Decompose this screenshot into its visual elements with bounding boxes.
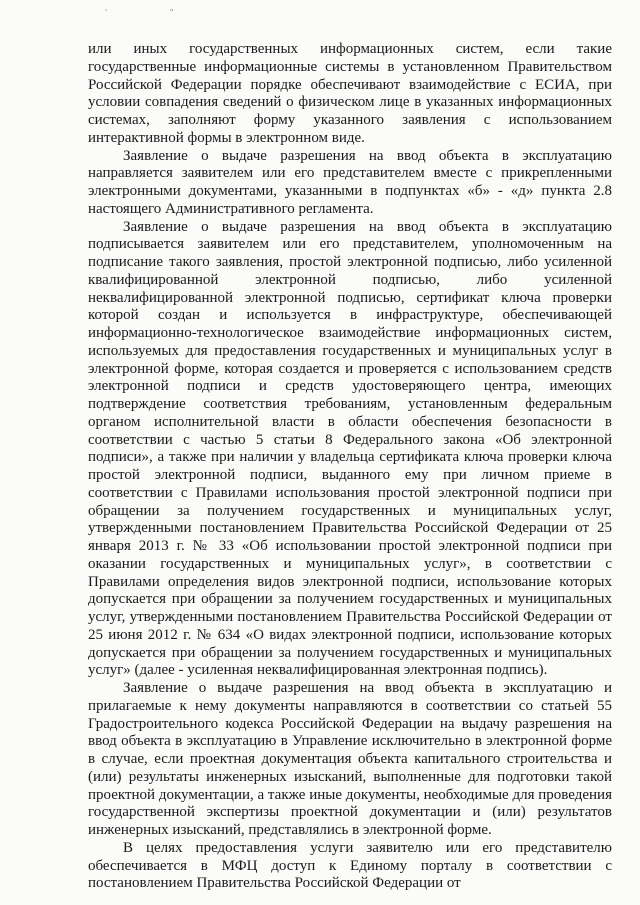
paragraph-electronic-form-only: Заявление о выдаче разрешения на ввод объекта в эксплуатацию и прилагаемые к нему документы направляются в соответствии со статьей 55 Градостроительного кодекса Российской Федерации на выдачу разрешения на ввод объекта в эксплуатацию в Управление исключительно в электронной форме в случае, если проектная документация объекта капитального строительства и (или) результаты инженерных изысканий, выполненные для подготовки такой проектной документации, а также иные документы, необходимые для проведения государственной экспертизы проектной документации и (или) результатов инженерных изысканий, представлялись в электронной форме. <box>88 680 612 838</box>
paragraph-mfc-access: В целях предоставления услуги заявителю или его представителю обеспечивается в МФЦ доступ к Единому порталу в соответствии с постановлением Правительства Российской Федерации от <box>88 839 612 892</box>
document-body <box>88 41 612 893</box>
scan-artifact-marks: ' " <box>105 8 204 17</box>
paragraph-application-submission: Заявление о выдаче разрешения на ввод объекта в эксплуатацию направляется заявителем или его представителем вместе с прикрепленными электронными документами, указанными в подпунктах «б» - «д» пункта 2.8 настоящего Административного регламента. <box>88 147 612 217</box>
paragraph-electronic-signature: Заявление о выдаче разрешения на ввод объекта в эксплуатацию подписывается заявителем или его представителем, уполномоченным на подписание такого заявления, простой электронной подписью, либо усиленной квалифицированной электронной подписью, либо усиленной неквалифицированной электронной подписью, сертификат ключа проверки которой создан и используется в инфраструктуре, обеспечивающей информационно-технологическое взаимодействие информационных систем, используемых для предоставления государственных и муниципальных услуг в электронной форме, которая создается и проверяется с использованием средств электронной подписи и средств удостоверяющего центра, имеющих подтверждение соответствия требованиям, установленным федеральным органом исполнительной власти в области обеспечения безопасности в соответствии с частью 5 статьи 8 Федерального закона «Об электронной подписи», а также при наличии у владельца сертификата ключа проверки ключа простой электронной подписи, выданного ему при личном приеме в соответствии с Правилами использования простой электронной подписи при обращении за получением государственных и муниципальных услуг, утвержденными постановлением Правительства Российской Федерации от 25 января 2013 г. № 33 «Об использовании простой электронной подписи при оказании государственных и муниципальных услуг», в соответствии с Правилами определения видов электронной подписи, использование которых допускается при обращении за получением государственных и муниципальных услуг, утвержденными постановлением Правительства Российской Федерации от 25 июня 2012 г. № 634 «О видах электронной подписи, использование которых допускается при обращении за получением государственных и муниципальных услуг» (далее - усиленная неквалифицированная электронная подпись). <box>88 218 612 679</box>
paragraph-esia-continuation: или иных государственных информационных систем, если такие государственные информационные системы в установленном Правительством Российской Федерации порядке обеспечивают взаимодействие с ЕСИА, при условии совпадения сведений о физическом лице в указанных информационных системах, заполняют форму указанного заявления с использованием интерактивной формы в электронном виде. <box>88 41 612 146</box>
